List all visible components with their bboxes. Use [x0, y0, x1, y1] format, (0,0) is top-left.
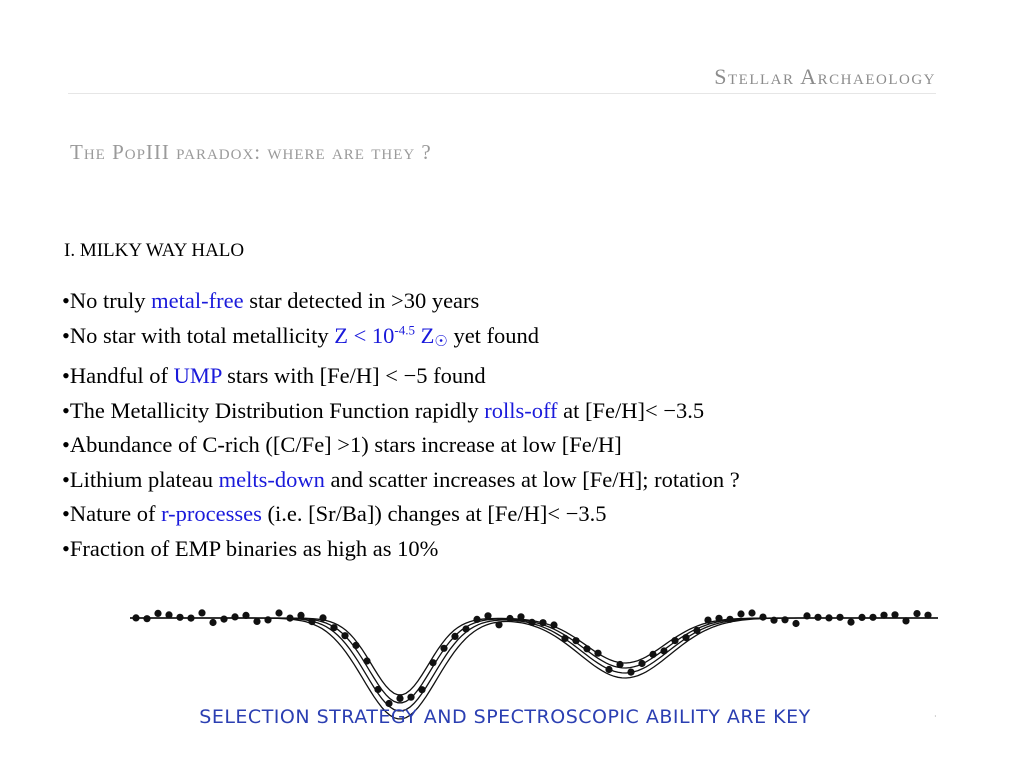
section-heading: I. MILKY WAY HALO: [64, 240, 245, 261]
observed-point: [275, 609, 282, 616]
bullet-highlight: rolls-off: [484, 397, 558, 423]
observed-point: [814, 614, 821, 621]
observed-point: [671, 637, 678, 644]
observed-point: [330, 624, 337, 631]
fit-curve: [130, 618, 938, 719]
fit-curve: [130, 618, 938, 695]
bullet-text: •Nature of: [62, 501, 162, 526]
observed-data-points: [132, 609, 931, 707]
observed-point: [473, 616, 480, 623]
observed-point: [891, 611, 898, 618]
bullet-item: [62, 319, 962, 360]
solar-symbol-icon: ☉: [434, 333, 448, 350]
observed-point: [418, 686, 425, 693]
observed-point: [396, 695, 403, 702]
observed-point: [374, 686, 381, 693]
observed-point: [165, 611, 172, 618]
bullet-item: [62, 463, 962, 498]
bullet-text: and scatter increases at low [Fe/H]; rotation ?: [324, 466, 740, 492]
observed-point: [242, 612, 249, 619]
observed-point: [550, 621, 557, 628]
bullet-highlight: UMP: [173, 363, 222, 388]
observed-point: [440, 645, 447, 652]
observed-point: [572, 637, 579, 644]
slide-subtitle: The PopIII paradox: where are they ?: [70, 140, 432, 164]
observed-point: [462, 625, 469, 632]
observed-point: [187, 615, 194, 622]
observed-point: [209, 619, 216, 626]
spectrum-line-figure: [130, 596, 940, 756]
observed-point: [726, 616, 733, 623]
model-fit-curves: [130, 618, 938, 719]
bullet-item: [62, 532, 962, 567]
observed-point: [660, 647, 667, 654]
observed-point: [143, 615, 150, 622]
observed-point: [132, 614, 139, 621]
observed-point: [638, 660, 645, 667]
bullet-highlight: r-processes: [161, 501, 262, 526]
bullet-text: •Lithium plateau: [62, 466, 219, 492]
bullet-highlight: metal-free: [151, 288, 244, 313]
bullet-item: [62, 497, 962, 532]
observed-point: [363, 657, 370, 664]
bullet-text: •Abundance of C-rich ([C/Fe] >1) stars increase at low [Fe/H]: [62, 432, 622, 457]
fit-curve: [130, 618, 938, 711]
observed-point: [154, 610, 161, 617]
observed-point: [704, 617, 711, 624]
observed-point: [880, 612, 887, 619]
observed-point: [253, 618, 260, 625]
observed-point: [902, 617, 909, 624]
bullet-list: [62, 284, 962, 566]
observed-point: [561, 635, 568, 642]
observed-point: [759, 614, 766, 621]
bullet-text: stars with [Fe/H] < −5 found: [221, 363, 486, 388]
footer-banner: SELECTION STRATEGY AND SPECTROSCOPIC ABILITY ARE KEY: [199, 706, 811, 728]
observed-point: [869, 614, 876, 621]
bullet-text: •No star with total metallicity: [62, 322, 335, 348]
bullet-text: •The Metallicity Distribution Function rapidly: [62, 397, 485, 423]
observed-point: [484, 612, 491, 619]
observed-point: [506, 615, 513, 622]
header-title: Stellar Archaeology: [714, 64, 936, 89]
observed-point: [913, 610, 920, 617]
observed-point: [737, 610, 744, 617]
observed-point: [715, 615, 722, 622]
bullet-text: •Handful of: [62, 363, 174, 388]
bullet-highlight: melts-down: [218, 466, 325, 492]
observed-point: [693, 627, 700, 634]
header-divider: [68, 93, 936, 94]
observed-point: [286, 615, 293, 622]
observed-point: [682, 634, 689, 641]
bullet-text: at [Fe/H]< −3.5: [557, 397, 705, 423]
observed-point: [220, 616, 227, 623]
observed-point: [594, 650, 601, 657]
observed-point: [847, 619, 854, 626]
bullet-text: •Fraction of EMP binaries as high as 10%: [62, 535, 439, 561]
observed-point: [352, 642, 359, 649]
observed-point: [825, 614, 832, 621]
observed-point: [308, 618, 315, 625]
observed-point: [781, 616, 788, 623]
observed-point: [748, 609, 755, 616]
page-marker: ·: [934, 712, 937, 721]
observed-point: [583, 645, 590, 652]
bullet-item: [62, 284, 962, 319]
observed-point: [495, 621, 502, 628]
fit-curve: [130, 618, 938, 703]
bullet-text: yet found: [447, 322, 540, 348]
observed-point: [198, 609, 205, 616]
observed-point: [649, 651, 656, 658]
observed-point: [341, 632, 348, 639]
observed-point: [319, 614, 326, 621]
bullet-text: •No truly: [62, 288, 152, 313]
observed-point: [297, 612, 304, 619]
observed-point: [792, 620, 799, 627]
bullet-highlight: Z: [414, 322, 435, 348]
observed-point: [451, 633, 458, 640]
observed-point: [264, 616, 271, 623]
bullet-item: [62, 359, 962, 394]
observed-point: [429, 659, 436, 666]
observed-point: [605, 666, 612, 673]
observed-point: [616, 661, 623, 668]
observed-point: [770, 617, 777, 624]
observed-point: [176, 614, 183, 621]
observed-point: [803, 612, 810, 619]
observed-point: [858, 614, 865, 621]
bullet-item: [62, 394, 962, 429]
observed-point: [836, 614, 843, 621]
bullet-item: [62, 428, 962, 463]
exponent: -4.5: [394, 322, 415, 338]
observed-point: [627, 669, 634, 676]
observed-point: [517, 613, 524, 620]
bullet-highlight: Z < 10: [334, 322, 395, 348]
observed-point: [407, 694, 414, 701]
observed-point: [528, 619, 535, 626]
observed-point: [231, 613, 238, 620]
observed-point: [539, 619, 546, 626]
bullet-text: star detected in >30 years: [243, 288, 480, 313]
observed-point: [924, 612, 931, 619]
bullet-text: (i.e. [Sr/Ba]) changes at [Fe/H]< −3.5: [261, 501, 607, 526]
